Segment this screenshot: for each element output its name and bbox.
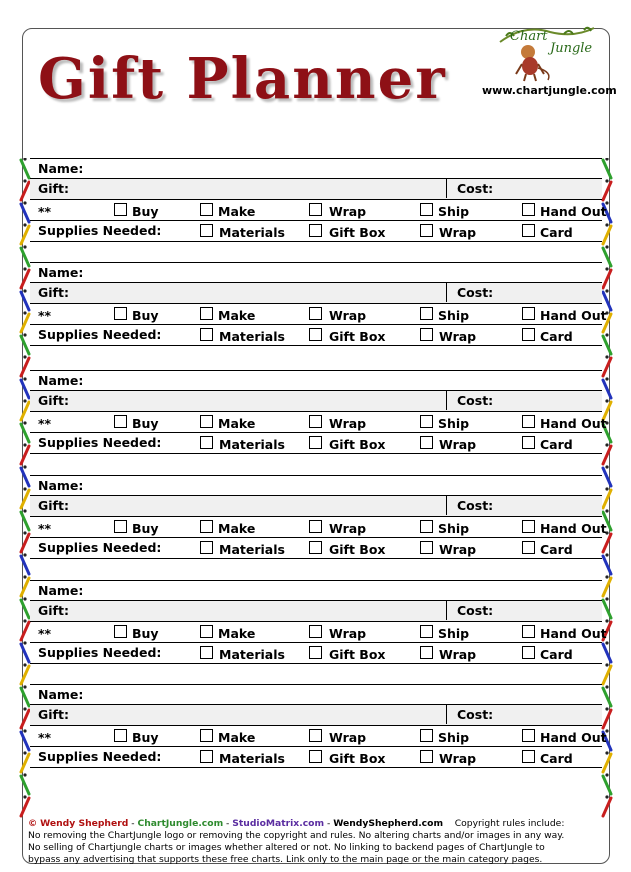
buy-option-label: Buy: [132, 626, 159, 641]
cost-label: Cost:: [457, 393, 494, 408]
supplies-row: [30, 643, 602, 664]
gift-row: [30, 496, 602, 517]
chain-bead: [23, 509, 26, 512]
chain-link: [21, 732, 29, 750]
chain-bead: [23, 663, 26, 666]
wrap-option-label: Wrap: [329, 521, 367, 536]
buy-checkbox[interactable]: [114, 307, 127, 320]
supplies-label: Supplies Needed:: [38, 435, 162, 450]
supplies-label: Supplies Needed:: [38, 540, 162, 555]
ship-option-label: Ship: [438, 204, 470, 219]
chain-link: [603, 556, 611, 574]
supplies-row: [30, 325, 602, 346]
chain-bead: [605, 773, 608, 776]
make-option-label: Make: [218, 521, 256, 536]
chain-bead: [23, 333, 26, 336]
chain-link: [603, 358, 611, 376]
gift-entry-section: [30, 475, 607, 579]
materials-option-label: Materials: [219, 329, 285, 344]
materials-option-label: Materials: [219, 751, 285, 766]
wrap-checkbox[interactable]: [309, 520, 322, 533]
wrap-option-label: Wrap: [439, 542, 477, 557]
wrap-option-label: Wrap: [329, 626, 367, 641]
logo-text-chart: Chart: [510, 29, 548, 44]
chain-link: [603, 468, 611, 486]
chain-bead: [23, 619, 26, 622]
chain-link: [21, 666, 29, 684]
name-label: Name:: [38, 373, 84, 388]
chain-bead: [605, 641, 608, 644]
hand-out-checkbox[interactable]: [522, 625, 535, 638]
chain-bead: [605, 333, 608, 336]
chain-link: [21, 160, 29, 178]
make-checkbox[interactable]: [200, 625, 213, 638]
gift-box-checkbox[interactable]: [309, 541, 322, 554]
gift-entry-section: [30, 684, 607, 788]
chain-bead: [23, 773, 26, 776]
hand-out-option-label: Hand Out: [540, 626, 607, 641]
gift-box-checkbox[interactable]: [309, 224, 322, 237]
ship-option-label: Ship: [438, 626, 470, 641]
ship-option-label: Ship: [438, 416, 470, 431]
wrap-checkbox[interactable]: [309, 625, 322, 638]
footer-credits: © Wendy Shepherd - ChartJungle.com - StudioMatrix.com - WendyShepherd.com Copyright rules include:: [28, 818, 565, 829]
chain-link: [603, 160, 611, 178]
logo-text-jungle: Jungle: [550, 41, 593, 56]
hand-out-checkbox[interactable]: [522, 203, 535, 216]
chain-bead: [605, 399, 608, 402]
chain-link: [603, 270, 611, 288]
chain-link: [603, 182, 611, 200]
footer: [28, 818, 608, 866]
card-checkbox[interactable]: [522, 750, 535, 763]
card-checkbox[interactable]: [522, 646, 535, 659]
action-row: [30, 517, 607, 538]
card-option-label: Card: [540, 437, 573, 452]
cost-field[interactable]: [446, 601, 602, 620]
action-marker: **: [38, 626, 52, 641]
chain-bead: [605, 707, 608, 710]
make-option-label: Make: [218, 626, 256, 641]
chain-link: [603, 710, 611, 728]
chain-bead: [605, 158, 608, 161]
gift-row: [30, 283, 602, 304]
chain-link: [603, 226, 611, 244]
card-option-label: Card: [540, 225, 573, 240]
footer-author: Wendy Shepherd: [40, 818, 129, 829]
chain-link: [21, 292, 29, 310]
ship-checkbox[interactable]: [420, 729, 433, 742]
gift-box-checkbox[interactable]: [309, 646, 322, 659]
chain-link: [21, 490, 29, 508]
gift-row: [30, 705, 602, 726]
chain-bead: [23, 399, 26, 402]
chain-bead: [605, 509, 608, 512]
chain-link: [21, 644, 29, 662]
cost-label: Cost:: [457, 603, 494, 618]
cost-field[interactable]: [446, 391, 602, 410]
chain-bead: [23, 223, 26, 226]
chain-bead: [23, 729, 26, 732]
supplies-label: Supplies Needed:: [38, 327, 162, 342]
chain-link: [21, 226, 29, 244]
gift-label: Gift:: [38, 498, 69, 513]
buy-checkbox[interactable]: [114, 415, 127, 428]
gift-box-option-label: Gift Box: [329, 751, 386, 766]
chain-link: [603, 446, 611, 464]
buy-checkbox[interactable]: [114, 520, 127, 533]
cost-label: Cost:: [457, 285, 494, 300]
supplies-label: Supplies Needed:: [38, 223, 162, 238]
chain-link: [603, 490, 611, 508]
ship-checkbox[interactable]: [420, 520, 433, 533]
chain-link: [21, 512, 29, 530]
cost-field[interactable]: [446, 179, 602, 198]
chain-bead: [23, 245, 26, 248]
name-row: [30, 475, 602, 496]
materials-option-label: Materials: [219, 437, 285, 452]
wrap-option-label: Wrap: [329, 730, 367, 745]
gift-entry-section: [30, 370, 607, 474]
gift-row: [30, 179, 602, 200]
chain-bead: [605, 751, 608, 754]
chain-link: [603, 248, 611, 266]
chain-bead: [23, 179, 26, 182]
ship-option-label: Ship: [438, 308, 470, 323]
gift-row: [30, 601, 602, 622]
gift-box-checkbox[interactable]: [309, 436, 322, 449]
make-option-label: Make: [218, 308, 256, 323]
action-row: [30, 726, 607, 747]
gift-box-option-label: Gift Box: [329, 225, 386, 240]
card-option-label: Card: [540, 647, 573, 662]
chain-bead: [23, 421, 26, 424]
action-marker: **: [38, 204, 52, 219]
hand-out-checkbox[interactable]: [522, 520, 535, 533]
chain-link: [603, 644, 611, 662]
chain-bead: [23, 641, 26, 644]
chain-link: [603, 534, 611, 552]
chain-link: [603, 798, 611, 816]
hand-out-option-label: Hand Out: [540, 308, 607, 323]
footer-rule-line: No removing the ChartJungle logo or removing the copyright and rules. No altering charts and/or images in any way.: [28, 830, 565, 841]
wrap-checkbox[interactable]: [309, 307, 322, 320]
gift-box-option-label: Gift Box: [329, 542, 386, 557]
gift-box-option-label: Gift Box: [329, 329, 386, 344]
chain-link: [21, 402, 29, 420]
wrap-checkbox[interactable]: [309, 729, 322, 742]
chain-bead: [605, 443, 608, 446]
name-row: [30, 580, 602, 601]
action-marker: **: [38, 308, 52, 323]
chain-bead: [23, 465, 26, 468]
gift-label: Gift:: [38, 285, 69, 300]
card-checkbox[interactable]: [522, 328, 535, 341]
action-marker: **: [38, 730, 52, 745]
make-checkbox[interactable]: [200, 203, 213, 216]
footer-rule-line: No selling of Chartjungle charts or images whether altered or not. No linking to backend pages of ChartJungle to: [28, 842, 545, 853]
chain-link: [21, 776, 29, 794]
cost-label: Cost:: [457, 181, 494, 196]
wrap-option-label: Wrap: [439, 225, 477, 240]
card-checkbox[interactable]: [522, 541, 535, 554]
chain-link: [21, 688, 29, 706]
hand-out-checkbox[interactable]: [522, 415, 535, 428]
buy-checkbox[interactable]: [114, 203, 127, 216]
chain-bead: [605, 179, 608, 182]
name-label: Name:: [38, 478, 84, 493]
chain-link: [21, 468, 29, 486]
chain-bead: [23, 311, 26, 314]
chain-bead: [23, 531, 26, 534]
gift-row: [30, 391, 602, 412]
chain-link: [603, 380, 611, 398]
materials-checkbox[interactable]: [200, 436, 213, 449]
chain-link: [21, 798, 29, 816]
action-row: [30, 200, 607, 221]
gift-box-checkbox[interactable]: [309, 328, 322, 341]
chain-bead: [605, 355, 608, 358]
chain-link: [21, 622, 29, 640]
buy-checkbox[interactable]: [114, 729, 127, 742]
chain-bead: [23, 289, 26, 292]
chain-bead: [23, 597, 26, 600]
wrap-checkbox[interactable]: [420, 224, 433, 237]
chain-link: [603, 578, 611, 596]
footer-link-wendyshepherd[interactable]: WendyShepherd.com: [333, 818, 444, 829]
chain-link: [21, 754, 29, 772]
chain-bead: [23, 158, 26, 161]
action-marker: **: [38, 416, 52, 431]
wrap-option-label: Wrap: [329, 204, 367, 219]
chain-bead: [605, 663, 608, 666]
ship-checkbox[interactable]: [420, 415, 433, 428]
wrap-checkbox[interactable]: [420, 541, 433, 554]
gift-label: Gift:: [38, 707, 69, 722]
buy-option-label: Buy: [132, 730, 159, 745]
hand-out-checkbox[interactable]: [522, 729, 535, 742]
chain-link: [21, 314, 29, 332]
chain-link: [603, 776, 611, 794]
buy-option-label: Buy: [132, 204, 159, 219]
make-option-label: Make: [218, 204, 256, 219]
make-checkbox[interactable]: [200, 307, 213, 320]
card-option-label: Card: [540, 329, 573, 344]
supplies-label: Supplies Needed:: [38, 645, 162, 660]
wrap-checkbox[interactable]: [309, 203, 322, 216]
chain-bead: [23, 487, 26, 490]
chain-link: [21, 710, 29, 728]
ship-checkbox[interactable]: [420, 625, 433, 638]
gift-label: Gift:: [38, 603, 69, 618]
cost-field[interactable]: [446, 496, 602, 515]
wrap-option-label: Wrap: [439, 647, 477, 662]
supplies-row: [30, 221, 602, 242]
hand-out-checkbox[interactable]: [522, 307, 535, 320]
hand-out-option-label: Hand Out: [540, 204, 607, 219]
make-option-label: Make: [218, 730, 256, 745]
card-checkbox[interactable]: [522, 224, 535, 237]
gift-entry-section: [30, 580, 607, 684]
chain-bead: [23, 355, 26, 358]
name-row: [30, 158, 602, 179]
materials-checkbox[interactable]: [200, 646, 213, 659]
cost-label: Cost:: [457, 707, 494, 722]
ship-option-label: Ship: [438, 730, 470, 745]
chain-bead: [605, 685, 608, 688]
ship-checkbox[interactable]: [420, 307, 433, 320]
wrap-option-label: Wrap: [329, 308, 367, 323]
chain-bead: [605, 597, 608, 600]
chain-link: [21, 336, 29, 354]
gift-box-option-label: Gift Box: [329, 647, 386, 662]
ship-checkbox[interactable]: [420, 203, 433, 216]
chain-bead: [605, 553, 608, 556]
chain-bead: [23, 553, 26, 556]
materials-checkbox[interactable]: [200, 328, 213, 341]
chain-bead: [605, 377, 608, 380]
chain-bead: [23, 685, 26, 688]
gift-label: Gift:: [38, 181, 69, 196]
materials-option-label: Materials: [219, 647, 285, 662]
chain-link: [21, 424, 29, 442]
make-option-label: Make: [218, 416, 256, 431]
card-option-label: Card: [540, 542, 573, 557]
chain-bead: [23, 707, 26, 710]
name-row: [30, 370, 602, 391]
materials-option-label: Materials: [219, 542, 285, 557]
name-label: Name:: [38, 687, 84, 702]
name-label: Name:: [38, 583, 84, 598]
chain-link: [21, 248, 29, 266]
supplies-row: [30, 433, 602, 454]
supplies-row: [30, 538, 602, 559]
chain-link: [21, 358, 29, 376]
chain-link: [21, 204, 29, 222]
chain-bead: [605, 245, 608, 248]
card-option-label: Card: [540, 751, 573, 766]
chain-bead: [605, 487, 608, 490]
footer-rules-intro: Copyright rules include:: [454, 818, 565, 829]
cost-field[interactable]: [446, 705, 602, 724]
chain-bead: [23, 267, 26, 270]
supplies-row: [30, 747, 602, 768]
action-row: [30, 412, 607, 433]
chain-bead: [23, 443, 26, 446]
chain-link: [603, 600, 611, 618]
chain-bead: [605, 465, 608, 468]
chain-bead: [23, 377, 26, 380]
chain-bead: [23, 795, 26, 798]
buy-option-label: Buy: [132, 416, 159, 431]
chain-bead: [23, 201, 26, 204]
logo-url: www.chartjungle.com: [482, 84, 617, 97]
gift-label: Gift:: [38, 393, 69, 408]
chain-bead: [605, 619, 608, 622]
footer-link-studiomatrix[interactable]: StudioMatrix.com: [232, 818, 325, 829]
footer-link-chartjungle[interactable]: ChartJungle.com: [137, 818, 224, 829]
materials-checkbox[interactable]: [200, 750, 213, 763]
gift-box-checkbox[interactable]: [309, 750, 322, 763]
cost-field[interactable]: [446, 283, 602, 302]
page-title: Gift Planner: [38, 46, 447, 112]
wrap-checkbox[interactable]: [420, 328, 433, 341]
copyright-symbol: ©: [28, 818, 38, 829]
chain-link: [21, 270, 29, 288]
gift-entry-section: [30, 158, 607, 262]
materials-checkbox[interactable]: [200, 224, 213, 237]
make-checkbox[interactable]: [200, 520, 213, 533]
buy-option-label: Buy: [132, 308, 159, 323]
supplies-label: Supplies Needed:: [38, 749, 162, 764]
gift-box-option-label: Gift Box: [329, 437, 386, 452]
chain-bead: [605, 795, 608, 798]
wrap-checkbox[interactable]: [420, 436, 433, 449]
make-checkbox[interactable]: [200, 415, 213, 428]
wrap-checkbox[interactable]: [309, 415, 322, 428]
chain-bead: [23, 751, 26, 754]
chain-bead: [605, 575, 608, 578]
chain-link: [21, 556, 29, 574]
action-row: [30, 304, 607, 325]
wrap-checkbox[interactable]: [420, 646, 433, 659]
name-row: [30, 684, 602, 705]
action-row: [30, 622, 607, 643]
name-label: Name:: [38, 265, 84, 280]
decorative-chain-right: [600, 158, 614, 818]
chain-link: [603, 688, 611, 706]
chain-link: [21, 578, 29, 596]
ship-option-label: Ship: [438, 521, 470, 536]
hand-out-option-label: Hand Out: [540, 416, 607, 431]
hand-out-option-label: Hand Out: [540, 521, 607, 536]
buy-option-label: Buy: [132, 521, 159, 536]
name-row: [30, 262, 602, 283]
chain-bead: [23, 575, 26, 578]
chain-link: [21, 534, 29, 552]
footer-rule-line: bypass any advertising that supports these free charts. Link only to the main page or the main category pages.: [28, 854, 543, 865]
buy-checkbox[interactable]: [114, 625, 127, 638]
chain-link: [603, 336, 611, 354]
card-checkbox[interactable]: [522, 436, 535, 449]
chain-link: [21, 380, 29, 398]
chain-link: [603, 754, 611, 772]
wrap-option-label: Wrap: [439, 751, 477, 766]
chartjungle-logo: [494, 22, 598, 82]
cost-label: Cost:: [457, 498, 494, 513]
action-marker: **: [38, 521, 52, 536]
chain-bead: [605, 223, 608, 226]
chain-link: [603, 666, 611, 684]
hand-out-option-label: Hand Out: [540, 730, 607, 745]
materials-option-label: Materials: [219, 225, 285, 240]
chain-bead: [605, 289, 608, 292]
chain-bead: [605, 267, 608, 270]
chain-link: [21, 446, 29, 464]
gift-entry-section: [30, 262, 607, 366]
make-checkbox[interactable]: [200, 729, 213, 742]
chain-link: [21, 182, 29, 200]
chain-link: [21, 600, 29, 618]
wrap-option-label: Wrap: [439, 437, 477, 452]
wrap-option-label: Wrap: [329, 416, 367, 431]
materials-checkbox[interactable]: [200, 541, 213, 554]
wrap-option-label: Wrap: [439, 329, 477, 344]
name-label: Name:: [38, 161, 84, 176]
wrap-checkbox[interactable]: [420, 750, 433, 763]
